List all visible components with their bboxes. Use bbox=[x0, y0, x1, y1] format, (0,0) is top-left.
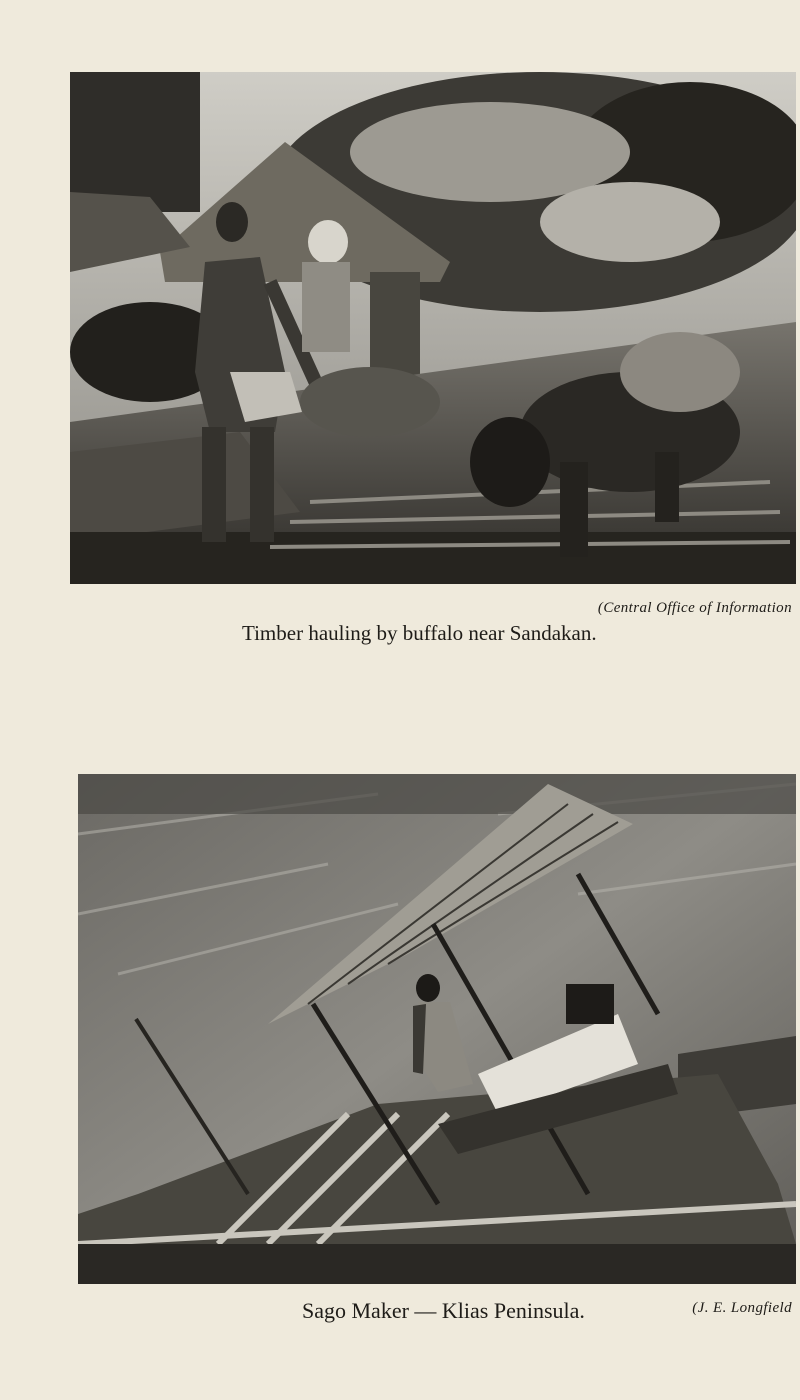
sago-maker-image bbox=[78, 774, 796, 1284]
photo-credit-bottom: (J. E. Longfield bbox=[692, 1300, 792, 1316]
photo-caption-top: Timber hauling by buffalo near Sandakan. bbox=[242, 621, 597, 645]
photo-credit-top: (Central Office of Information bbox=[597, 600, 792, 616]
photo-caption-bottom: Sago Maker — Klias Peninsula. bbox=[302, 1298, 585, 1323]
sago-maker-photo bbox=[78, 774, 796, 1284]
timber-hauling-photo bbox=[70, 72, 796, 584]
timber-hauling-image bbox=[70, 72, 796, 584]
